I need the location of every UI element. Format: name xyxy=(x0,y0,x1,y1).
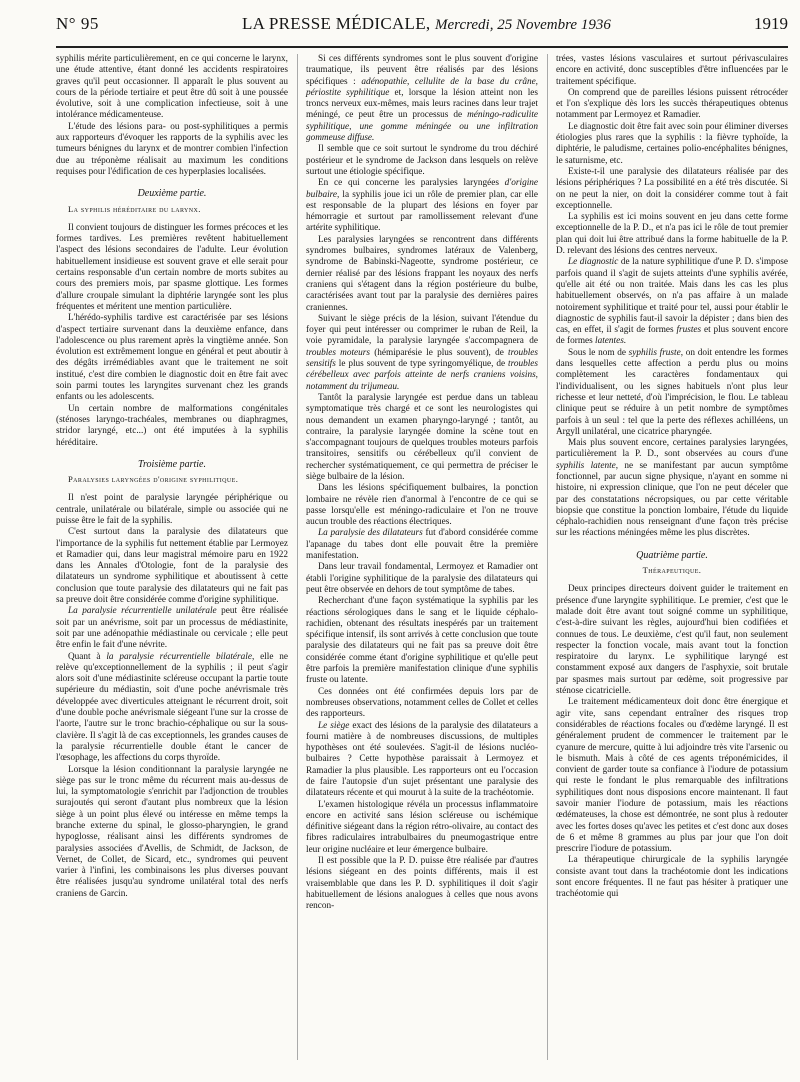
paragraph: Tantôt la paralysie laryngée est perdue dans un tableau symptomatique très chargé et ce sont les neurologistes qui nous demandent un examen pharyngo-laryngé ; tantôt, au contraire, la paralysie laryngée domine la scène tout en s'accompagnant toujours de quelques troubles moteurs parfois transitoires, sensitifs ou cérébelleux qu'il convient de rechercher systématiquement, ce qui permettra de préciser le siège bulbaire de la lésion. xyxy=(306,392,538,482)
paragraph xyxy=(556,348,788,438)
italic-term: syphilis latente xyxy=(556,460,616,471)
text-run: Si ces différents syndromes sont le plus souvent d'origine traumatique, ils peuvent être réalisés par des lésions spécifiques : xyxy=(306,54,538,87)
section-part-title: Quatrième partie. xyxy=(636,549,708,561)
paragraph: Le diagnostic doit être fait avec soin pour éliminer diverses étiologies plus rares que la syphilis : la fièvre typhoïde, la diphtérie, le paludisme, certaines polio-encéphalites bénignes, le saturnisme, etc. xyxy=(556,121,788,166)
paragraph: Il semble que ce soit surtout le syndrome du trou déchiré postérieur et le syndrome de Jackson dans lesquels on relève surtout une étiologie spécifique. xyxy=(306,144,538,177)
paragraph: Il est possible que la P. D. puisse être réalisée par d'autres lésions siégeant en des points différents, mais il est vraisemblable que dans les P. D. syphilitiques il doit s'agir habituellement de lésions analogues à celles que nous avons rencon- xyxy=(306,856,538,912)
paragraph: Dans leur travail fondamental, Lermoyez et Ramadier ont établi l'origine syphilitique de la paralysie des dilatateurs qui peut être observée en dehors de tout symptôme de tabes. xyxy=(306,562,538,595)
italic-term: La paralysie récurrentielle unilatérale xyxy=(68,606,217,617)
paragraph xyxy=(56,652,288,765)
text-run: , on doit entendre les formes dans lesquelles cette affection a perdu plus ou moins complètement les caractères fondamentaux qui l'individualisent, ou les signes habituels n'ont plus leur richesse et leur netteté, d'où l'imprécision, le flou. Le tableau clinique peut se réduire à un petit nombre de symptômes parfois à un seul : tel que la perte des réflexes achilléens, un Argyll unilatéral, une cicatrice pharyngée. xyxy=(556,347,788,437)
paragraph xyxy=(306,528,538,562)
paragraph: On comprend que de pareilles lésions puissent rétrocéder et l'on s'explique dès lors les succès thérapeutiques obtenus notamment par Lermoyez et Ramadier. xyxy=(556,87,788,121)
page-header xyxy=(56,14,788,44)
paragraph xyxy=(556,257,788,347)
italic-term: Le diagnostic xyxy=(568,257,619,268)
paragraph: Deux principes directeurs doivent guider le traitement en présence d'une laryngite syphilitique. Le premier, c'est que le malade doit être avant tout soigné comme un syphilitique, c'est-à-dire suivant les règles, aujourd'hui bien codifiées et connues de tous. Le deuxième, c'est qu'il faut, non seulement respecter la fonction vocale, mais avant tout la fonction respiratoire du larynx. Le syphilitique laryngé est constamment exposé aux dangers de l'asphyxie, soit brutale par spasmes mais surtout par œdème, soit progressive par sténose cicatricielle. xyxy=(556,584,788,697)
section-heading: Thérapeutique. xyxy=(642,565,702,576)
column-1 xyxy=(56,54,288,1060)
text-run: fut d'abord considérée comme l'apanage du tabes dont elle pouvait être la première manifestation. xyxy=(306,528,538,562)
italic-term: syphilis fruste xyxy=(628,347,681,358)
text-run: (hémiparésie le plus souvent), de xyxy=(370,347,509,358)
text-run: exact des lésions de la paralysie des dilatateurs a fourni matière à de nombreuses discussions, de multiples hypothèses ont été soulevées. S'agit-il de lésions nucléo-bulbaires ? Cette hypothèse paraissait à Lermoyez et Ramadier la plus plausible. Les rapporteurs ont eu l'occasion de faire l'autopsie d'un sujet présentant une paralysie des dilatateurs récente et qui mourut à la suite de la trachéotomie. xyxy=(306,720,538,799)
section-heading: Paralysies laryngées d'origine syphilitique. xyxy=(68,474,239,485)
journal-title: LA PRESSE MÉDICALE, xyxy=(242,14,431,33)
paragraph: L'hérédo-syphilis tardive est caractérisée par ses lésions d'aspect tertiaire survenant dans la deuxième enfance, dans l'adolescence ou plus rarement après la vingtième année. Son évolution est extrêmement longue en général et peut aboutir à des dégâts irrémédiables avant que le traitement ne soit institué, c'est dire combien le diagnostic doit en être fait avec soin parmi toutes les laryngites survenant chez les grands enfants ou les adolescents. xyxy=(56,313,288,403)
paragraph: Un certain nombre de malformations congénitales (sténoses laryngo-trachéales, membranes ou diaphragmes, stridor laryngé, etc...) ont été imputées à la syphilis héréditaire. xyxy=(56,403,288,448)
paragraph xyxy=(306,721,538,800)
paragraph: Les paralysies laryngées se rencontrent dans différents syndromes bulbaires, syndromes latéraux de Valenberg, syndrome de Babinski-Nageotte, syndrome postérieur, ce dernier réalisé par des lésions frappant les noyaux des nerfs craniens qui s'étagent dans la région postérieure du bulbe, caractérisées avant tout par la paralysie des dernières paires craniennes. xyxy=(306,234,538,313)
paragraph: trées, vastes lésions vasculaires et surtout périvasculaires encore en activité, donc susceptibles d'être influencées par le traitement spécifique. xyxy=(556,54,788,87)
italic-term: latentes. xyxy=(595,336,627,347)
paragraph: L'étude des lésions para- ou post-syphilitiques a permis aux rapporteurs d'évoquer les rapports de la syphilis avec les tumeurs bénignes du larynx et de montrer combien l'infection due au tréponème réalisait au maximum les conditions requises pour l'édification de ces hyperplasies localisées. xyxy=(56,121,288,177)
text-run: le plus souvent de type syringomyélique, de xyxy=(335,359,509,370)
page-number: 1919 xyxy=(754,14,788,33)
text-run: Suivant le siège précis de la lésion, suivant l'étendue du foyer qui peut intéresser ou comprimer le ruban de Reil, la voie pyramidale, la paralysie laryngée s'accompagnera de xyxy=(306,313,538,347)
paragraph: La syphilis est ici moins souvent en jeu dans cette forme exceptionnelle de la P. D., et n'a pas ici le rôle de tout premier plan qui doit lui être attribué dans la forme habituelle de la P. D. relevant des lésions des centres nerveux. xyxy=(556,212,788,257)
text-run: et plus souvent encore de formes xyxy=(556,325,788,347)
section-part-title: Deuxième partie. xyxy=(137,188,207,200)
paragraph: L'examen histologique révéla un processus inflammatoire encore en activité sans lésion scléreuse ou ischémique définitive siégeant dans la région rétro-olivaire, au contact des fibres radiculaires intrabulbaires du pneumogastrique entre leur origine nucléaire et leur émergence bulbaire. xyxy=(306,799,538,855)
article-columns xyxy=(56,54,788,1060)
text-run: Sous le nom de xyxy=(568,347,629,358)
text-run: , ne se manifestant par aucun symptôme fonctionnel, par aucun signe physique, n'ayant en somme ni histoire, ni expression clinique, que l'on ne peut déceler que par des constatations nécropsiques, ou par cette véritable biopsie que constitue la ponction lombaire, l'étude du liquide céphalo-rachidien nous renseignant d'une façon très précise sur les réactions méningées même les plus discrètes. xyxy=(556,460,788,539)
italic-term: frustes xyxy=(676,325,702,336)
section-heading: La syphilis héréditaire du larynx. xyxy=(68,203,201,214)
paragraph xyxy=(56,606,288,651)
italic-term: troubles moteurs xyxy=(306,347,370,358)
column-2 xyxy=(297,54,538,1060)
text-run: , la syphilis joue ici un rôle de premier plan, car elle est responsable de la plupart des lésions en foyer par hémorragie et surtout par ramollissement relevant d'une artérite syphilitique. xyxy=(306,189,538,234)
italic-term: d'origine bulbaire xyxy=(306,178,538,200)
text-run: , elle ne relève qu'exceptionnellement de la syphilis ; il peut s'agir alors soit d'une médiastinite scléreuse occupant la partie toute supérieure du médiastin, soit d'une poche anévrismale très développée avec diverticules atteignant le récurrent droit, soit d'une double poche anévrismale siégeant l'une sur la crosse de l'aorte, l'autre sur le tronc brachio-céphalique ou sur la sous-clavière. Il s'agit là de cas exceptionnels, les grandes causes de la paralysie récurrentielle double étant le cancer de l'œsophage, les affections du corps thyroïde. xyxy=(56,651,288,764)
paragraph: La thérapeutique chirurgicale de la syphilis laryngée consiste avant tout dans la trachéotomie dont les indications sont encore fréquentes. Il ne faut pas hésiter à pratiquer une trachéotomie qui xyxy=(556,855,788,900)
paragraph: Existe-t-il une paralysie des dilatateurs réalisée par des lésions périphériques ? La possibilité en a été très discutée. Si on ne peut la nier, on doit la considérer comme tout à fait exceptionnelle. xyxy=(556,166,788,211)
journal-title-line xyxy=(242,14,611,34)
italic-term: La paralysie des dilatateurs xyxy=(318,528,423,539)
issue-number: N° 95 xyxy=(56,14,99,33)
paragraph xyxy=(306,54,538,144)
text-run: de la nature syphilitique d'une P. D. s'impose parfois quand il s'agit de sujets atteints d'une syphilis avérée, qu'elle ait été ou non traitée. Mais dans les cas les plus habituellement observés, on n'a pas affaire à un malade notoirement syphilitique et traité pour tel, aussi pour établir le diagnostic de syphilis faut-il savoir la dépister ; dans bien des cas, en effet, il s'agit de formes xyxy=(556,257,788,336)
paragraph: Il convient toujours de distinguer les formes précoces et les formes tardives. Les premières revêtent habituellement l'aspect des lésions secondaires de l'adulte. Leur évolution habituellement insidieuse est souvent grave et elle serait pour certains responsable d'un certain nombre de morts subites au cours des premiers mois, par spasme glottique. Les formes d'allure croupale simulant la diphtérie laryngée sont les plus fréquentes et méritent une mention particulière. xyxy=(56,222,288,312)
paragraph: Dans les lésions spécifiquement bulbaires, la ponction lombaire ne révèle rien d'anormal à l'encontre de ce qui se passe lorsqu'elle est méningo-radiculaire et l'on ne trouve aucun trouble des réactions électriques. xyxy=(306,483,538,528)
italic-term: adénopathie, cellulite de la base du crâne, périostite syphilitique xyxy=(306,76,538,98)
italic-term: troubles sensitifs xyxy=(306,347,538,370)
text-run: En ce qui concerne les paralysies laryngées xyxy=(318,178,505,189)
italic-term: troubles cérébelleux avec parfois atteinte de nerfs craniens voisins, notamment du trijumeau. xyxy=(306,359,538,392)
paragraph: C'est surtout dans la paralysie des dilatateurs que l'importance de la syphilis fut nettement établie par Lermoyez et Ramadier qui, dans leur magistral mémoire paru en 1922 dans les Annales d'Otologie, font de la paralysie des dilatateurs un syndrome syphilitique et aboutissent à cette conclusion que toute paralysie des dilatateurs qui ne fait pas sa preuve doit être considérée comme d'origine syphilitique. xyxy=(56,527,288,606)
italic-term: Le siège xyxy=(318,720,350,731)
paragraph: Ces données ont été confirmées depuis lors par de nombreuses observations, notamment celles de Collet et celles des rapporteurs. xyxy=(306,686,538,720)
paragraph: Recherchant d'une façon systématique la syphilis par les réactions sérologiques dans le sang et le liquide céphalo-rachidien, obtenant des résultats inespérés par un traitement spécifique intensif, ils sont arrivés à cette conclusion que toute paralysie des dilatateurs qui ne fait pas sa preuve doit être considérée comme étant d'origine syphilitique et qu'elle peut être parfois la première manifestation clinique d'une syphilis fruste ou latente. xyxy=(306,596,538,686)
column-3 xyxy=(547,54,788,1060)
paragraph xyxy=(556,438,788,540)
text-run: Quant à xyxy=(68,651,107,662)
paragraph xyxy=(306,178,538,234)
paragraph: Le traitement médicamenteux doit donc être énergique et agir vite, sans cependant entraîner des risques trop considérables de réactions focales ou d'œdème laryngé. Il est généralement prudent de commencer le traitement par le cyanure de mercure, quitte à lui adjoindre très vite l'arsenic ou le bismuth. Mais à côté de ces agents tréponémicides, il convient de garder toute sa confiance à l'iodure de potassium qui reste le fondant le plus remarquable des infiltrations syphilitiques dont nous disposions encore maintenant. Il faut savoir manier l'iodure de potassium, mais les réactions œdémateuses, la chose est démontrée, ne sont plus à redouter avec les fortes doses qu'avec les petites et c'est donc aux doses de 6 et même 8 grammes au plus par jour que l'on doit prescrire l'iodure de potassium. xyxy=(556,697,788,855)
paragraph: Il n'est point de paralysie laryngée périphérique ou centrale, unilatérale ou bilatérale, simple ou associée qui ne puisse être le fait de la syphilis. xyxy=(56,493,288,526)
text-run: et, lorsque la lésion atteint non les troncs nerveux eux-mêmes, mais leurs racines dans leur trajet méningé, ce peut être un processus de xyxy=(306,87,538,121)
paragraph xyxy=(306,314,538,393)
text-run: peut être réalisée soit par un anévrisme, soit par un processus de médiastinite, soit par une adénopathie médiastinale ou cervicale ; elle peut être enfin le fait d'une névrite. xyxy=(56,606,288,651)
section-part-title: Troisième partie. xyxy=(138,458,206,470)
issue-date: Mercredi, 25 Novembre 1936 xyxy=(435,17,611,33)
italic-term: méningo-radiculite syphilitique, une gomme méningée ou une infiltration gommeuse diffuse. xyxy=(306,110,538,144)
paragraph: Lorsque la lésion conditionnant la paralysie laryngée ne siège pas sur le tronc même du récurrent mais au-dessus de lui, la symptomatologie s'enrichit par l'adjonction de troubles surajoutés qui seront d'autant plus nombreux que la lésion siège à un point plus élevé ou intéresse en même temps la branche externe du spinal, le glosso-pharyngien, le grand hypoglosse, réalisant ainsi les différents syndromes de paralysies associées d'Avellis, de Schmidt, de Jackson, de Vernet, de Collet, de Sicard, etc., syndromes qui peuvent varier à l'infini, les combinaisons les plus diverses pouvant être réalisées jusqu'au syndrome unilatéral total des nerfs craniens de Garcin. xyxy=(56,764,288,899)
header-rule xyxy=(56,46,788,48)
paragraph: syphilis mérite particulièrement, en ce qui concerne le larynx, une étude attentive, étant donné les accidents respiratoires graves qu'il peut occasionner. Il apparaît le plus souvent au cours de la période tertiaire et peut être dû soit à une poussée évolutive, soit à une complication infectieuse, soit à une intolérance médicamenteuse. xyxy=(56,54,288,121)
italic-term: la paralysie récurrentielle bilatérale xyxy=(106,651,252,662)
text-run: Mais plus souvent encore, certaines paralysies laryngées, particulièrement la P. D., sont observées au cours d'une xyxy=(556,438,788,460)
